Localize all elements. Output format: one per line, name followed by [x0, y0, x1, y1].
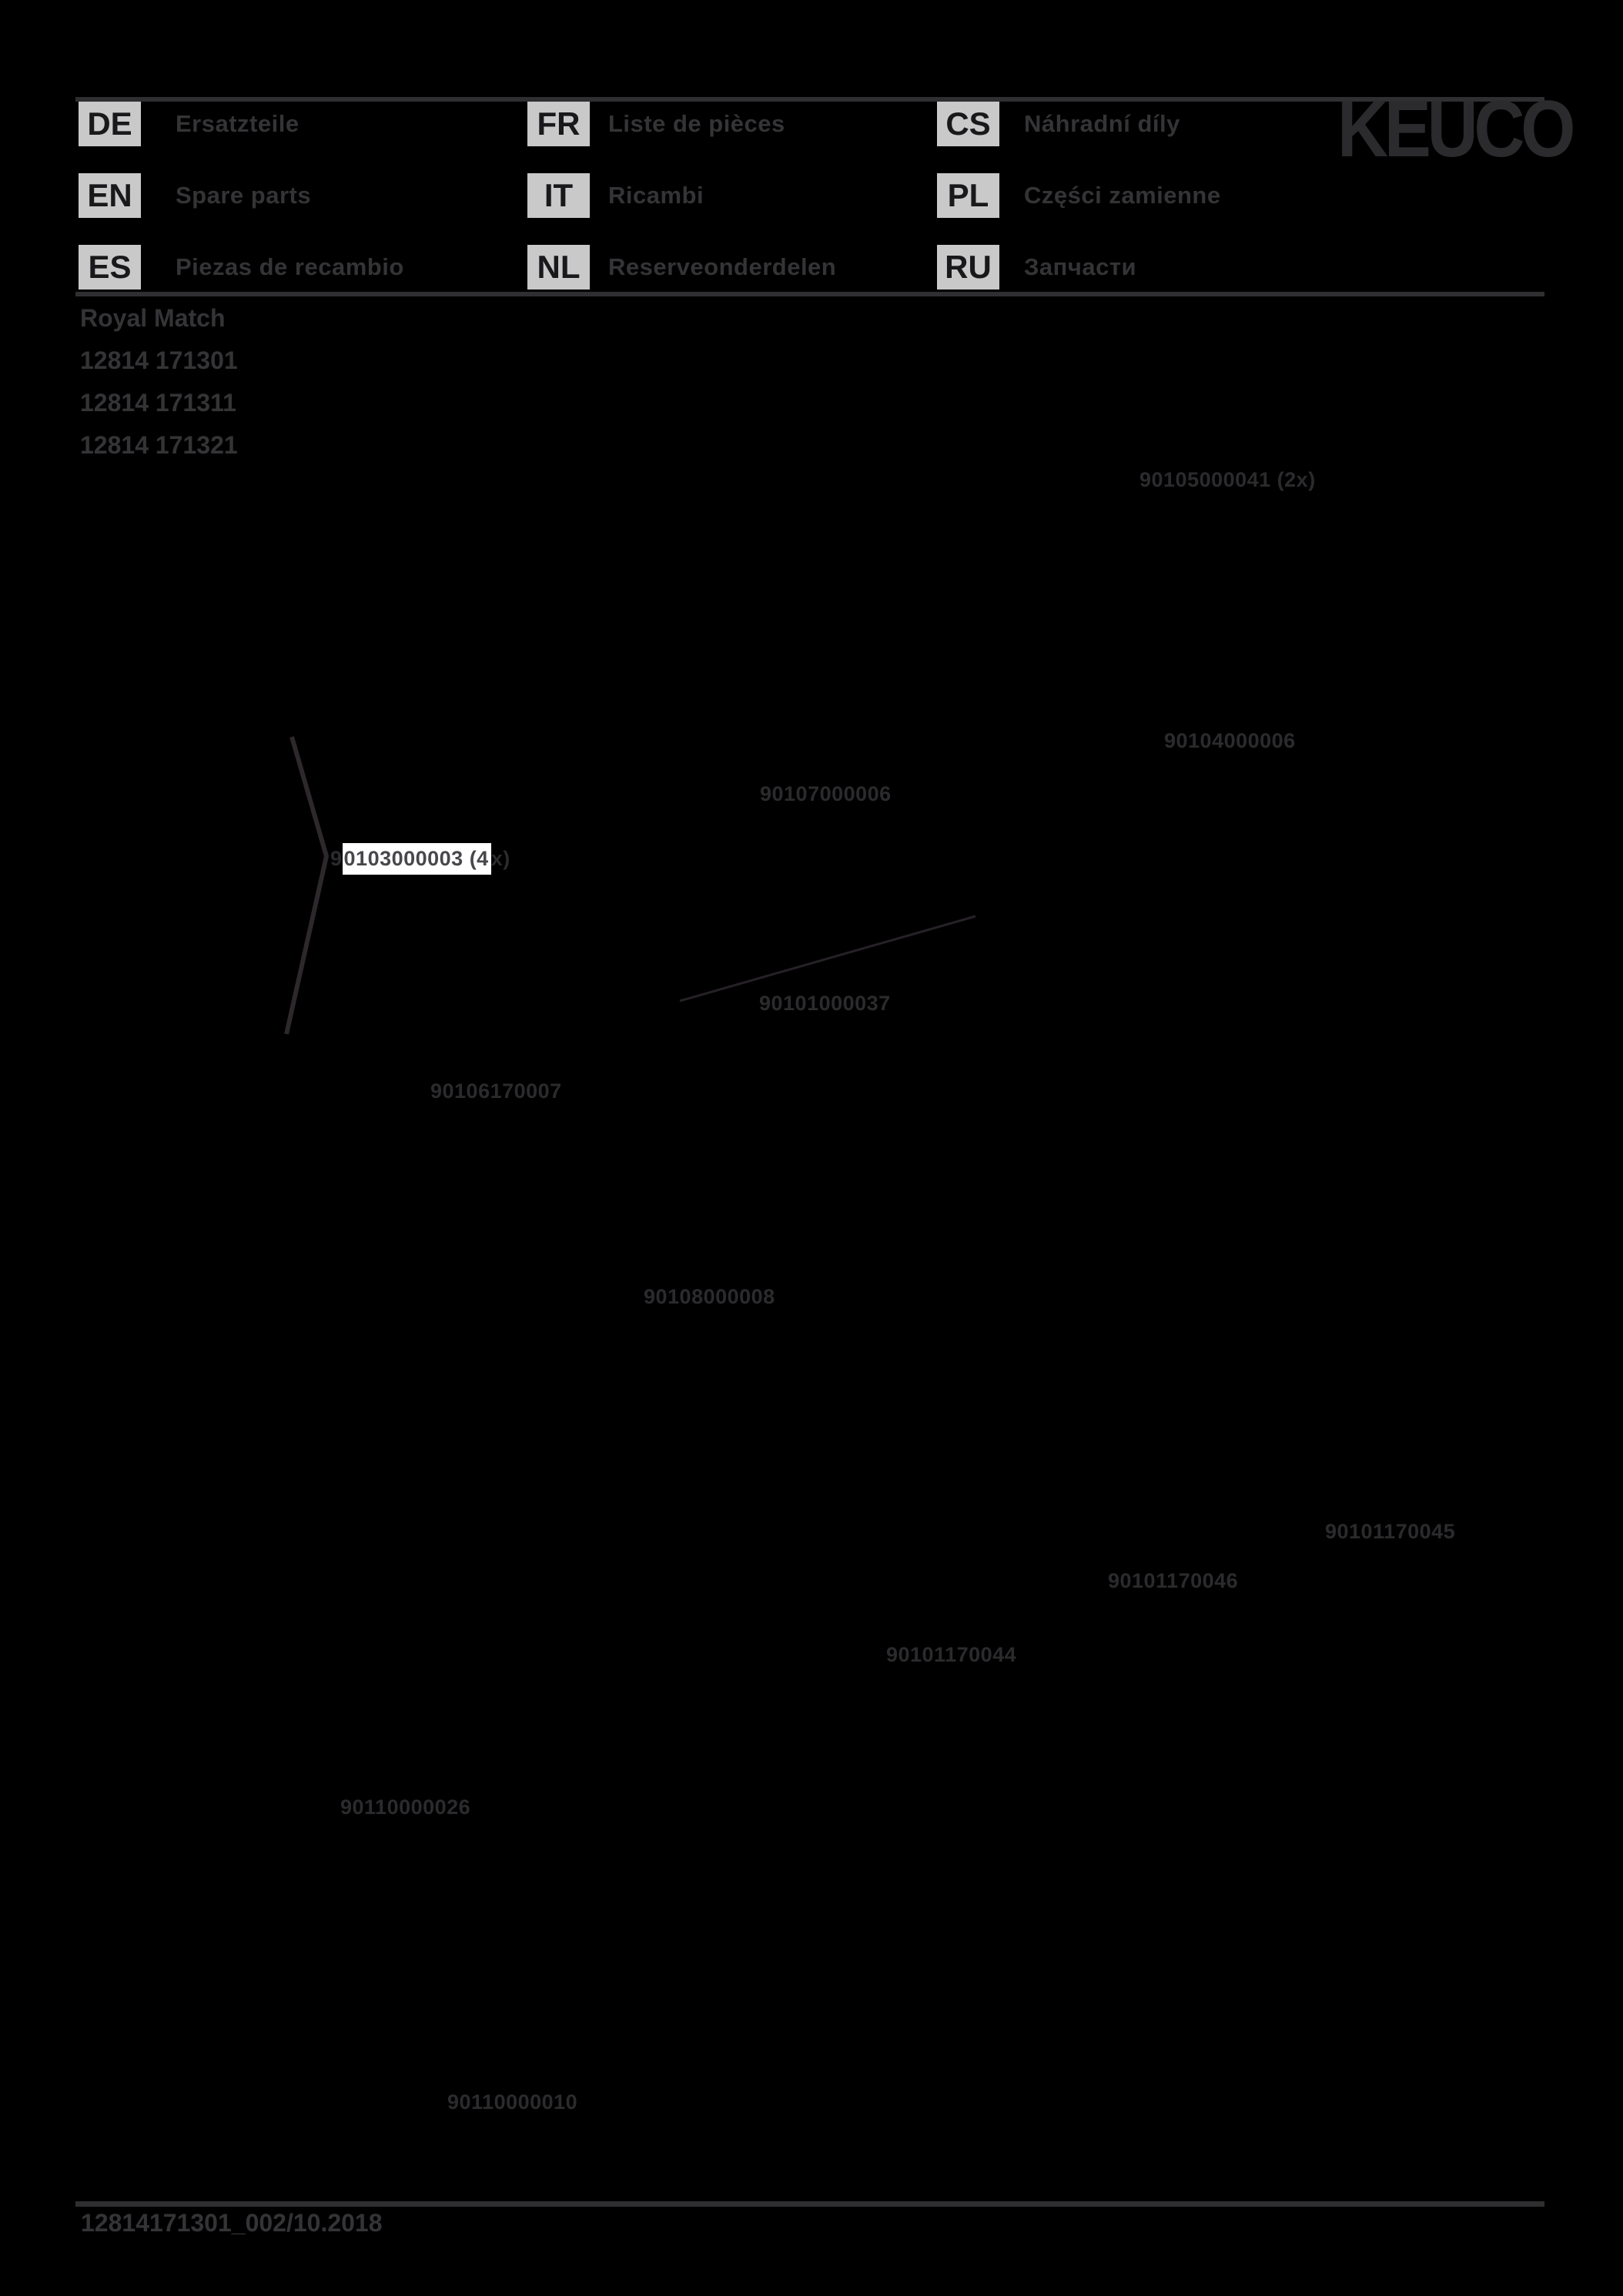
product-article-number: 12814 171311 [80, 389, 236, 417]
language-badge-en: EN [79, 173, 141, 218]
language-label-es: Piezas de recambio [176, 253, 404, 280]
part-label: 90110000026 [340, 1796, 471, 1819]
part-label-suffix: x) [490, 847, 510, 870]
language-badge-pl: PL [937, 173, 999, 218]
part-label: 90106170007 [430, 1079, 562, 1103]
language-label-ru: Запчасти [1024, 253, 1137, 280]
part-label-prefix: 9 [330, 847, 343, 870]
leader-diagonal-stroke [680, 916, 975, 1001]
language-label-de: Ersatzteile [176, 110, 300, 137]
part-label: 90104000006 [1164, 729, 1296, 752]
part-label: 90108000008 [644, 1285, 775, 1308]
document-id: 12814171301_002/10.2018 [81, 2209, 383, 2237]
part-label: 90101170045 [1325, 1520, 1456, 1543]
part-label-highlighted [330, 848, 510, 869]
language-label-pl: Części zamienne [1024, 182, 1221, 209]
language-badge-ru: RU [937, 245, 999, 290]
product-article-number: 12814 171321 [80, 431, 238, 459]
language-badge-es: ES [79, 245, 141, 290]
product-article-number: 12814 171301 [80, 346, 238, 374]
language-badge-de: DE [79, 102, 141, 146]
part-label: 90101000037 [759, 992, 891, 1015]
language-label-nl: Reserveonderdelen [608, 253, 837, 280]
language-badge-nl: NL [527, 245, 590, 290]
footer-rule [75, 2201, 1544, 2207]
language-badge-fr: FR [527, 102, 590, 146]
language-label-en: Spare parts [176, 182, 312, 209]
language-label-cs: Náhradní díly [1024, 110, 1180, 137]
part-label: 90101170044 [886, 1643, 1017, 1666]
part-label: 90101170046 [1108, 1569, 1239, 1592]
language-label-it: Ricambi [608, 182, 704, 209]
language-label-fr: Liste de pièces [608, 110, 785, 137]
language-badge-it: IT [527, 173, 590, 218]
language-badge-cs: CS [937, 102, 999, 146]
part-label-highlight-box: 0103000003 (4 [343, 843, 491, 875]
keuco-logo: KEUCO [1337, 85, 1572, 174]
product-name: Royal Match [80, 304, 226, 332]
leader-chevron-stroke [286, 737, 326, 1034]
part-label: 90107000006 [760, 782, 892, 805]
part-label: 90105000041 (2x) [1139, 468, 1316, 491]
part-label: 90110000010 [447, 2090, 578, 2114]
